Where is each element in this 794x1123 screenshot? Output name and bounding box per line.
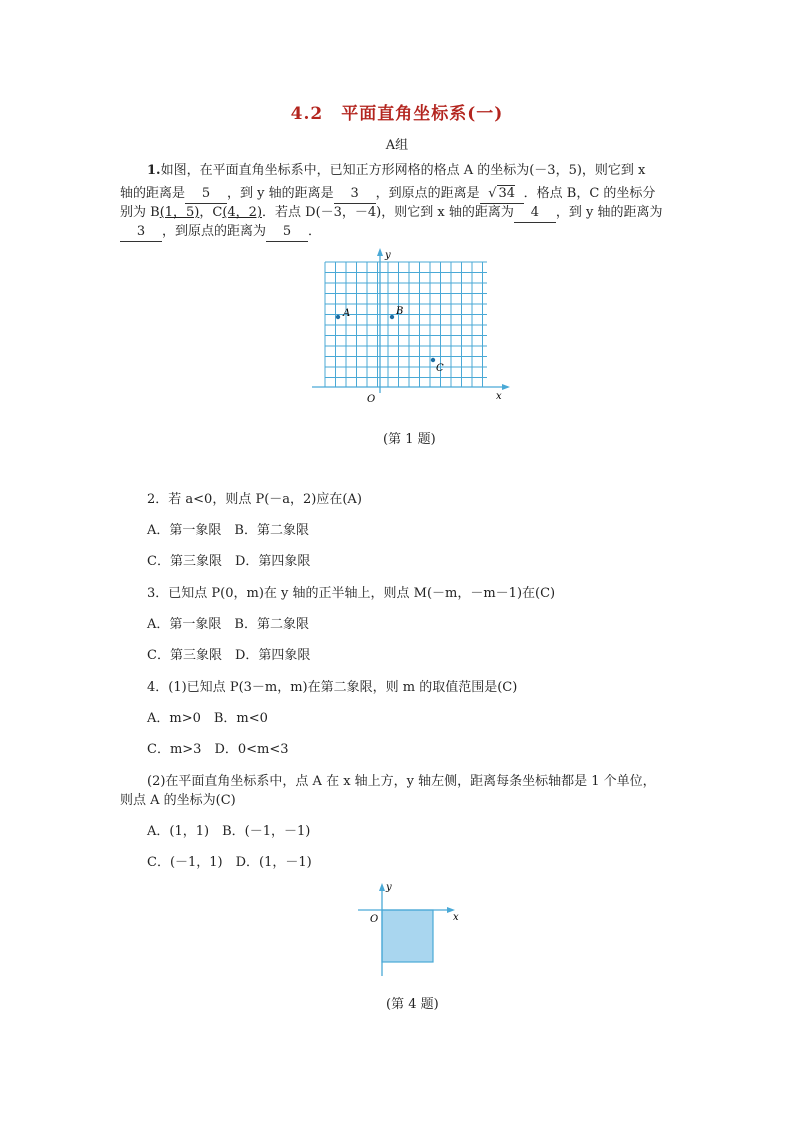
figure-1-caption: (第 1 题) <box>383 432 436 447</box>
point-a-label: A <box>343 308 351 319</box>
shaded-square <box>382 910 433 962</box>
point-c <box>431 358 435 362</box>
point-a <box>336 315 340 319</box>
q4-options-4: C．(－1，1) D．(1，－1) <box>147 855 312 870</box>
figure-4-square <box>355 878 470 978</box>
point-b-label: B <box>396 306 404 317</box>
q2-options-1: A．第一象限 B．第二象限 <box>147 523 309 538</box>
origin-label: O <box>367 394 376 405</box>
q2-stem: 2．若 a<0，则点 P(－a，2)应在(A) <box>147 492 362 507</box>
q1-text-6: 别为 B <box>120 205 160 220</box>
q3-options-1: A．第一象限 B．第二象限 <box>147 617 309 632</box>
q1-text-5: ．格点 B，C 的坐标分 <box>523 186 656 201</box>
q4-options-1: A．m>0 B．m<0 <box>147 711 268 726</box>
answer-blank-1: 5 <box>185 185 227 204</box>
answer-blank-7: 3 <box>120 223 162 242</box>
q3-options-2: C．第三象限 D．第四象限 <box>147 648 311 663</box>
q1-text-8: ．若点 D(－3，－4)，则它到 x 轴的距离为 <box>262 205 514 220</box>
q1-line-2 <box>120 185 655 204</box>
q4-stem-2b: 则点 A 的坐标为(C) <box>120 793 236 808</box>
x-axis-label: x <box>496 391 502 402</box>
point-c-label: C <box>436 363 444 374</box>
point-b <box>390 315 394 319</box>
answer-blank-5: (4，2) <box>222 205 263 220</box>
figure-1-grid <box>300 245 520 410</box>
q4-options-3: A．(1，1) B．(－1，－1) <box>147 824 311 839</box>
q1-text-9: ，到 y 轴的距离为 <box>555 205 663 220</box>
q1-text-7: ，C <box>199 205 223 220</box>
group-label: A组 <box>385 138 409 153</box>
answer-blank-8: 5 <box>266 223 308 242</box>
figure-4-caption: (第 4 题) <box>386 997 439 1012</box>
q1-line-4 <box>120 223 321 242</box>
sqrt-radicand: 34 <box>498 186 516 201</box>
q2-options-2: C．第三象限 D．第四象限 <box>147 554 311 569</box>
origin-label: O <box>370 914 379 925</box>
q4-stem-1: 4．(1)已知点 P(3－m，m)在第二象限，则 m 的取值范围是(C) <box>147 680 518 695</box>
q1-text-3: ，到 y 轴的距离是 <box>227 186 334 201</box>
q1-text-11: ． <box>308 224 322 239</box>
grid-lines <box>325 262 487 387</box>
x-axis-arrow-icon <box>502 384 510 390</box>
x-axis-label: x <box>453 912 459 923</box>
answer-blank-4: (1，5) <box>159 205 200 220</box>
answer-blank-2: 3 <box>334 185 376 204</box>
y-axis-arrow-icon <box>379 883 385 891</box>
q1-text-10: ，到原点的距离为 <box>162 224 267 239</box>
q1-number: 1. <box>147 163 161 178</box>
q4-stem-2a: (2)在平面直角坐标系中，点 A 在 x 轴上方，y 轴左侧，距离每条坐标轴都是 1 个单位， <box>147 774 656 789</box>
q4-options-2: C．m>3 D．0<m<3 <box>147 742 289 757</box>
y-axis-arrow-icon <box>377 248 383 256</box>
answer-blank-6: 4 <box>514 204 556 223</box>
y-axis-label: y <box>386 882 392 893</box>
q1-text-4: ，到原点的距离是 <box>375 186 480 201</box>
q1-text-1: 如图，在平面直角坐标系中，已知正方形网格的格点 A 的坐标为(－3，5)，则它到 x <box>160 163 646 178</box>
q3-stem: 3．已知点 P(0，m)在 y 轴的正半轴上，则点 M(－m，－m－1)在(C) <box>147 586 556 601</box>
q1-line-1 <box>147 162 645 180</box>
answer-blank-3: √ 34 <box>480 185 524 204</box>
q1-line-3 <box>120 204 662 223</box>
q1-text-2: 轴的距离是 <box>120 186 186 201</box>
y-axis-label: y <box>385 250 391 261</box>
page-title: 4.2 平面直角坐标系(一) <box>290 104 504 124</box>
